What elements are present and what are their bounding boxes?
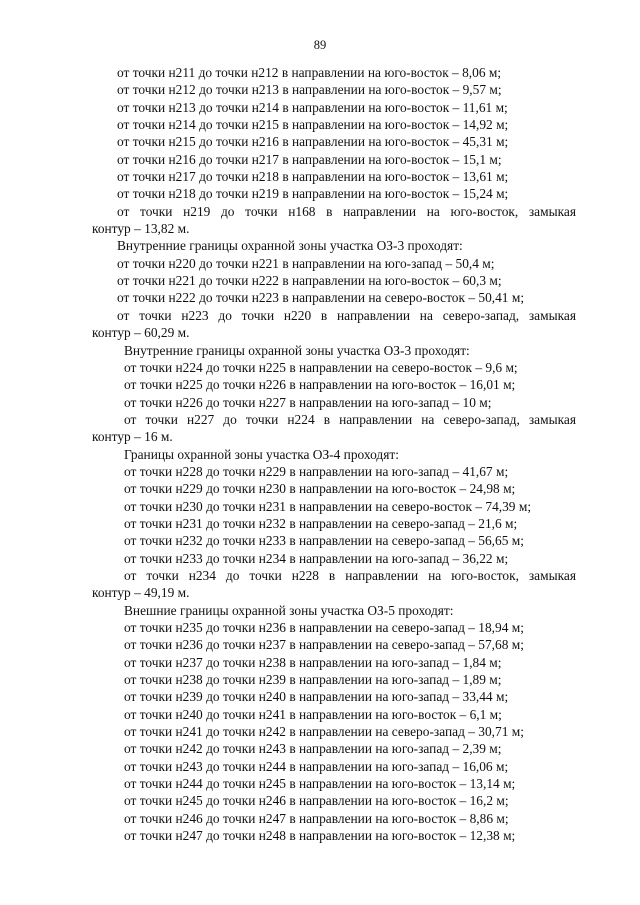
text-line: от точки н232 до точки н233 в направлении на северо-запад – 56,65 м; [124, 533, 524, 549]
text-line: от точки н227 до точки н224 в направлении на северо-запад, замыкая [124, 411, 576, 427]
text-line: от точки н245 до точки н246 в направлении на юго-восток – 16,2 м; [124, 793, 509, 809]
text-line: от точки н211 до точки н212 в направлении на юго-восток – 8,06 м; [117, 65, 502, 80]
text-line: от точки н237 до точки н238 в направлении на юго-запад – 1,84 м; [124, 654, 502, 670]
text-line: контур – 16 м. [92, 429, 173, 445]
text-line: от точки н226 до точки н227 в направлении на юго-запад – 10 м; [124, 394, 492, 410]
text-line: от точки н238 до точки н239 в направлении на юго-запад – 1,89 м; [124, 672, 502, 688]
text-line: от точки н235 до точки н236 в направлении на северо-запад – 18,94 м; [124, 620, 524, 635]
document-body [92, 64, 576, 844]
text-line: Внутренние границы охранной зоны участка ОЗ-3 проходят: [124, 342, 470, 358]
page-number: 89 [313, 38, 327, 52]
text-line: от точки н225 до точки н226 в направлении на юго-восток – 16,01 м; [124, 377, 516, 393]
text-line: от точки н228 до точки н229 в направлении на юго-запад – 41,67 м; [124, 463, 509, 479]
text-line: от точки н240 до точки н241 в направлении на юго-восток – 6,1 м; [124, 706, 502, 722]
text-line: контур – 49,19 м. [92, 585, 190, 601]
text-line: от точки н223 до точки н220 в направлении на северо-запад, замыкая [117, 307, 576, 323]
text-line: от точки н230 до точки н231 в направлении на северо-восток – 74,39 м; [124, 498, 532, 514]
text-line: от точки н222 до точки н223 в направлении на северо-восток – 50,41 м; [117, 290, 525, 306]
text-line: от точки н242 до точки н243 в направлении на юго-запад – 2,39 м; [124, 741, 502, 757]
text-line: от точки н213 до точки н214 в направлении на юго-восток – 11,61 м; [117, 99, 508, 115]
text-line: от точки н246 до точки н247 в направлении на юго-восток – 8,86 м; [124, 810, 509, 826]
text-line: Внешние границы охранной зоны участка ОЗ-5 проходят: [124, 602, 454, 618]
text-line: от точки н219 до точки н168 в направлении на юго-восток, замыкая [117, 203, 576, 219]
text-line: от точки н215 до точки н216 в направлении на юго-восток – 45,31 м; [117, 134, 509, 150]
text-line: от точки н229 до точки н230 в направлении на юго-восток – 24,98 м; [124, 481, 516, 497]
text-line: от точки н239 до точки н240 в направлении на юго-запад – 33,44 м; [124, 689, 509, 705]
text-line: от точки н224 до точки н225 в направлении на северо-восток – 9,6 м; [124, 359, 518, 375]
text-line: Внутренние границы охранной зоны участка ОЗ-3 проходят: [117, 238, 463, 254]
text-line: от точки н234 до точки н228 в направлении на юго-восток, замыкая [124, 567, 576, 583]
text-line: от точки н241 до точки н242 в направлении на северо-запад – 30,71 м; [124, 724, 524, 740]
text-line: Границы охранной зоны участка ОЗ-4 проходят: [124, 446, 399, 462]
text-line: контур – 60,29 м. [92, 325, 190, 341]
text-line: от точки н233 до точки н234 в направлении на юго-запад – 36,22 м; [124, 550, 509, 566]
text-line: от точки н221 до точки н222 в направлении на юго-восток – 60,3 м; [117, 273, 502, 289]
text-line: от точки н244 до точки н245 в направлении на юго-восток – 13,14 м; [124, 776, 516, 792]
text-line: от точки н212 до точки н213 в направлении на юго-восток – 9,57 м; [117, 82, 502, 98]
text-line: от точки н247 до точки н248 в направлении на юго-восток – 12,38 м; [124, 828, 516, 844]
text-line: от точки н218 до точки н219 в направлении на юго-восток – 15,24 м; [117, 186, 509, 202]
text-line: от точки н236 до точки н237 в направлении на северо-запад – 57,68 м; [124, 637, 524, 653]
text-line: контур – 13,82 м. [92, 221, 190, 237]
text-line: от точки н220 до точки н221 в направлении на юго-запад – 50,4 м; [117, 255, 495, 271]
text-line: от точки н231 до точки н232 в направлении на северо-запад – 21,6 м; [124, 515, 518, 531]
text-line: от точки н217 до точки н218 в направлении на юго-восток – 13,61 м; [117, 169, 509, 185]
text-line: от точки н216 до точки н217 в направлении на юго-восток – 15,1 м; [117, 151, 502, 167]
text-line: от точки н243 до точки н244 в направлении на юго-запад – 16,06 м; [124, 758, 509, 774]
text-line: от точки н214 до точки н215 в направлении на юго-восток – 14,92 м; [117, 117, 509, 133]
